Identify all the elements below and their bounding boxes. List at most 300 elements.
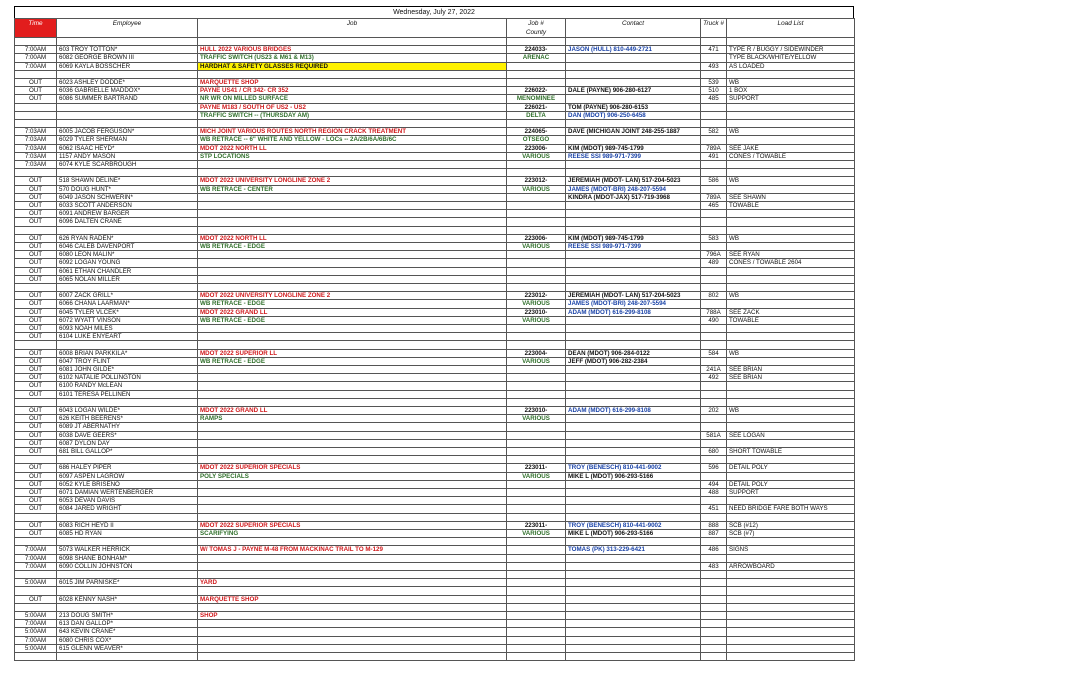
cell-contact: JEFF (MDOT) 906-282-2384: [566, 357, 701, 365]
cell-time: OUT: [15, 177, 57, 185]
cell-employee: 6036 GABRIELLE MADDOX*: [57, 87, 198, 95]
cell-employee: 1157 ANDY MASON: [57, 152, 198, 160]
cell-contact: JASON (HULL) 810-449-2721: [566, 46, 701, 54]
cell-contact: [566, 120, 701, 128]
cell-truck: 586: [701, 177, 727, 185]
cell-employee: 6049 JASON SCHWERIN*: [57, 193, 198, 201]
cell-job-number: [507, 284, 566, 292]
cell-contact: [566, 316, 701, 324]
cell-contact: REESE SSI 989-971-7399: [566, 243, 701, 251]
cell-load-list: [727, 325, 855, 333]
cell-load-list: [727, 333, 855, 341]
cell-time: OUT: [15, 78, 57, 86]
cell-contact: [566, 54, 701, 62]
cell-time: [15, 70, 57, 78]
cell-job-number: [507, 398, 566, 406]
cell-contact: [566, 456, 701, 464]
cell-job-number: [507, 644, 566, 652]
cell-contact: JAMES (MDOT-BRI) 248-207-5594: [566, 300, 701, 308]
cell-job-number: [507, 259, 566, 267]
cell-employee: 6081 JOHN GILDE*: [57, 366, 198, 374]
cell-contact: MIKE L (MDOT) 906-293-5166: [566, 472, 701, 480]
cell-truck: [701, 38, 727, 46]
cell-load-list: SEE SHAWN: [727, 193, 855, 201]
cell-job: TRAFFIC SWITCH -- (THURSDAY AM): [198, 111, 507, 119]
cell-employee: 6089 JT ABERNATHY: [57, 423, 198, 431]
cell-job-number: [507, 423, 566, 431]
cell-load-list: SUPPORT: [727, 489, 855, 497]
cell-job-number: [507, 390, 566, 398]
cell-load-list: SEE RYAN: [727, 251, 855, 259]
cell-time: OUT: [15, 472, 57, 480]
cell-truck: [701, 579, 727, 587]
cell-employee: 6008 BRIAN PARKKILA*: [57, 349, 198, 357]
cell-job: [198, 275, 507, 283]
table-row: [15, 644, 855, 652]
cell-truck: [701, 169, 727, 177]
cell-load-list: CONES / TOWABLE: [727, 152, 855, 160]
cell-truck: 493: [701, 62, 727, 70]
cell-time: OUT: [15, 243, 57, 251]
header-county-label: County: [525, 29, 547, 36]
cell-truck: 510: [701, 87, 727, 95]
cell-truck: [701, 603, 727, 611]
schedule-table: [14, 18, 855, 661]
cell-time: [15, 111, 57, 119]
cell-contact: TOMAS (PK) 313-229-6421: [566, 546, 701, 554]
cell-truck: 492: [701, 374, 727, 382]
cell-employee: [57, 70, 198, 78]
cell-truck: [701, 210, 727, 218]
cell-load-list: DETAIL POLY: [727, 464, 855, 472]
cell-time: 5:00AM: [15, 612, 57, 620]
cell-job: [198, 390, 507, 398]
cell-contact: [566, 366, 701, 374]
cell-job-number: 223010-: [507, 308, 566, 316]
cell-load-list: [727, 103, 855, 111]
cell-load-list: SIGNS: [727, 546, 855, 554]
cell-employee: 6047 TROY FLINT: [57, 357, 198, 365]
cell-job-number: MENOMINEE: [507, 95, 566, 103]
cell-contact: [566, 390, 701, 398]
cell-time: OUT: [15, 300, 57, 308]
cell-load-list: [727, 513, 855, 521]
cell-load-list: [727, 136, 855, 144]
table-row: [15, 439, 855, 447]
cell-time: OUT: [15, 193, 57, 201]
cell-job: MDOT 2022 GRAND LL: [198, 407, 507, 415]
cell-job-number: 223004-: [507, 349, 566, 357]
cell-contact: [566, 275, 701, 283]
cell-truck: [701, 472, 727, 480]
cell-job: W/ TOMAS J - PAYNE M-48 FROM MACKINAC TRAIL TO M-129: [198, 546, 507, 554]
cell-employee: [57, 587, 198, 595]
cell-employee: 6061 ETHAN CHANDLER: [57, 267, 198, 275]
cell-job: MDOT 2022 SUPERIOR SPECIALS: [198, 521, 507, 529]
cell-time: OUT: [15, 210, 57, 218]
cell-employee: 6084 JARED WRIGHT: [57, 505, 198, 513]
table-row: [15, 480, 855, 488]
cell-load-list: SCB (#7): [727, 530, 855, 538]
cell-time: OUT: [15, 382, 57, 390]
cell-job-number: [507, 653, 566, 661]
table-row: [15, 497, 855, 505]
cell-time: OUT: [15, 267, 57, 275]
table-row: [15, 357, 855, 365]
cell-load-list: [727, 628, 855, 636]
table-row: [15, 423, 855, 431]
table-row: [15, 62, 855, 70]
cell-job: [198, 423, 507, 431]
table-row: [15, 620, 855, 628]
cell-load-list: [727, 472, 855, 480]
cell-employee: 6043 LOGAN WILDE*: [57, 407, 198, 415]
cell-employee: 6080 LEON MALIN*: [57, 251, 198, 259]
cell-job: MDOT 2022 NORTH LL: [198, 234, 507, 242]
cell-job-number: [507, 480, 566, 488]
cell-time: OUT: [15, 464, 57, 472]
cell-time: [15, 653, 57, 661]
cell-truck: [701, 497, 727, 505]
cell-time: OUT: [15, 308, 57, 316]
cell-time: OUT: [15, 218, 57, 226]
table-row: [15, 103, 855, 111]
cell-load-list: DETAIL POLY: [727, 480, 855, 488]
cell-employee: 613 DAN GALLOP*: [57, 620, 198, 628]
cell-truck: [701, 70, 727, 78]
cell-truck: [701, 587, 727, 595]
cell-truck: [701, 226, 727, 234]
cell-truck: [701, 571, 727, 579]
cell-truck: 489: [701, 259, 727, 267]
cell-job-number: [507, 554, 566, 562]
cell-time: OUT: [15, 316, 57, 324]
cell-truck: 583: [701, 234, 727, 242]
cell-contact: [566, 628, 701, 636]
table-row: [15, 54, 855, 62]
cell-load-list: [727, 185, 855, 193]
cell-contact: JEREMIAH (MDOT- LAN) 517-204-5023: [566, 292, 701, 300]
cell-contact: [566, 210, 701, 218]
cell-load-list: [727, 243, 855, 251]
cell-job-number: [507, 595, 566, 603]
cell-job: POLY SPECIALS: [198, 472, 507, 480]
cell-employee: [57, 169, 198, 177]
table-row: [15, 333, 855, 341]
cell-employee: [57, 513, 198, 521]
cell-load-list: [727, 120, 855, 128]
cell-load-list: SUPPORT: [727, 95, 855, 103]
cell-employee: 6007 ZACK GRILL*: [57, 292, 198, 300]
cell-contact: [566, 489, 701, 497]
cell-contact: REESE SSI 989-971-7399: [566, 152, 701, 160]
table-row: [15, 152, 855, 160]
cell-truck: 490: [701, 316, 727, 324]
cell-employee: 6045 TYLER VLCEK*: [57, 308, 198, 316]
cell-employee: 6028 KENNY NASH*: [57, 595, 198, 603]
cell-contact: [566, 497, 701, 505]
table-row: [15, 374, 855, 382]
cell-time: OUT: [15, 202, 57, 210]
table-row: [15, 210, 855, 218]
cell-load-list: CONES / TOWABLE 2604: [727, 259, 855, 267]
cell-load-list: NEED BRIDGE FARE BOTH WAYS: [727, 505, 855, 513]
cell-employee: 6083 RICH HEYD II: [57, 521, 198, 529]
table-row: [15, 267, 855, 275]
table-row: [15, 193, 855, 201]
table-row: [15, 234, 855, 242]
cell-time: 7:00AM: [15, 620, 57, 628]
cell-job: MDOT 2022 GRAND LL: [198, 308, 507, 316]
cell-job: SCARIFYING: [198, 530, 507, 538]
cell-employee: 6091 ANDREW BARGER: [57, 210, 198, 218]
cell-job: [198, 653, 507, 661]
cell-job: [198, 489, 507, 497]
cell-job: HULL 2022 VARIOUS BRIDGES: [198, 46, 507, 54]
cell-job-number: 223012-: [507, 292, 566, 300]
cell-employee: 518 SHAWN DELINE*: [57, 177, 198, 185]
cell-time: 7:00AM: [15, 554, 57, 562]
cell-job: [198, 603, 507, 611]
cell-employee: [57, 111, 198, 119]
cell-contact: [566, 325, 701, 333]
cell-time: [15, 226, 57, 234]
cell-job: [198, 571, 507, 579]
cell-job: [198, 513, 507, 521]
cell-time: OUT: [15, 407, 57, 415]
cell-contact: [566, 398, 701, 406]
cell-truck: [701, 136, 727, 144]
cell-job: WB RETRACE -- 6" WHITE AND YELLOW - LOCs -- 2A/2B/6A/6B/6C: [198, 136, 507, 144]
cell-contact: KIM (MDOT) 989-745-1799: [566, 144, 701, 152]
table-row: [15, 226, 855, 234]
cell-contact: [566, 95, 701, 103]
cell-job: [198, 398, 507, 406]
cell-contact: [566, 259, 701, 267]
cell-time: [15, 284, 57, 292]
table-row: [15, 177, 855, 185]
cell-employee: 6029 TYLER SHERMAN: [57, 136, 198, 144]
cell-time: 7:03AM: [15, 136, 57, 144]
cell-load-list: [727, 161, 855, 169]
table-row: [15, 95, 855, 103]
cell-job-number: [507, 513, 566, 521]
cell-job-number: VARIOUS: [507, 243, 566, 251]
cell-job: [198, 226, 507, 234]
cell-job-number: [507, 275, 566, 283]
cell-employee: 6053 DEVAN DAVIS: [57, 497, 198, 505]
cell-job: [198, 554, 507, 562]
table-row: [15, 169, 855, 177]
table-row: [15, 243, 855, 251]
cell-job: WB RETRACE - CENTER: [198, 185, 507, 193]
cell-employee: [57, 341, 198, 349]
cell-load-list: [727, 284, 855, 292]
cell-job: [198, 193, 507, 201]
cell-truck: [701, 636, 727, 644]
cell-employee: [57, 226, 198, 234]
table-row: [15, 341, 855, 349]
cell-job-number: 224065-: [507, 128, 566, 136]
cell-truck: 888: [701, 521, 727, 529]
cell-contact: [566, 505, 701, 513]
cell-job: WB RETRACE - EDGE: [198, 357, 507, 365]
cell-time: OUT: [15, 480, 57, 488]
header-truck: Truck #: [701, 19, 727, 38]
cell-employee: 6072 WYATT VINSON: [57, 316, 198, 324]
cell-job-number: 223006-: [507, 234, 566, 242]
cell-truck: [701, 218, 727, 226]
cell-job: [198, 628, 507, 636]
cell-contact: JAMES (MDOT-BRI) 248-207-5594: [566, 185, 701, 193]
cell-truck: [701, 439, 727, 447]
table-row: [15, 636, 855, 644]
cell-time: [15, 120, 57, 128]
cell-employee: 6092 LOGAN YOUNG: [57, 259, 198, 267]
cell-contact: TROY (BENESCH) 810-441-9002: [566, 464, 701, 472]
cell-load-list: [727, 603, 855, 611]
table-row: [15, 579, 855, 587]
cell-load-list: [727, 538, 855, 546]
cell-job-number: [507, 628, 566, 636]
cell-employee: [57, 653, 198, 661]
cell-truck: 241A: [701, 366, 727, 374]
table-row: [15, 554, 855, 562]
cell-job: [198, 382, 507, 390]
cell-time: 7:00AM: [15, 546, 57, 554]
cell-truck: 582: [701, 128, 727, 136]
cell-employee: 6101 TERESA PELLINEN: [57, 390, 198, 398]
cell-truck: 802: [701, 292, 727, 300]
cell-job-number: [507, 579, 566, 587]
cell-time: 7:00AM: [15, 636, 57, 644]
cell-job: STP LOCATIONS: [198, 152, 507, 160]
cell-truck: [701, 185, 727, 193]
cell-employee: 626 KEITH BEERENS*: [57, 415, 198, 423]
table-row: [15, 628, 855, 636]
cell-load-list: [727, 653, 855, 661]
cell-contact: [566, 382, 701, 390]
cell-job-number: [507, 612, 566, 620]
table-row: [15, 538, 855, 546]
cell-job-number: [507, 70, 566, 78]
cell-job: MDOT 2022 NORTH LL: [198, 144, 507, 152]
cell-contact: [566, 603, 701, 611]
cell-load-list: [727, 267, 855, 275]
cell-time: OUT: [15, 259, 57, 267]
cell-load-list: [727, 620, 855, 628]
cell-job-number: [507, 587, 566, 595]
cell-truck: 789A: [701, 193, 727, 201]
cell-time: 7:03AM: [15, 161, 57, 169]
cell-job: [198, 497, 507, 505]
cell-time: OUT: [15, 275, 57, 283]
cell-time: [15, 456, 57, 464]
cell-load-list: [727, 390, 855, 398]
cell-time: OUT: [15, 366, 57, 374]
table-row: [15, 407, 855, 415]
cell-load-list: SEE LOGAN: [727, 431, 855, 439]
cell-job: WB RETRACE - EDGE: [198, 316, 507, 324]
cell-time: OUT: [15, 390, 57, 398]
cell-contact: [566, 38, 701, 46]
table-row: [15, 202, 855, 210]
cell-employee: 6096 DALTEN CRANE: [57, 218, 198, 226]
table-row: [15, 259, 855, 267]
cell-load-list: [727, 497, 855, 505]
cell-load-list: WB: [727, 292, 855, 300]
cell-job: [198, 333, 507, 341]
table-row: [15, 136, 855, 144]
table-row: [15, 218, 855, 226]
cell-truck: [701, 111, 727, 119]
cell-truck: [701, 382, 727, 390]
cell-job: [198, 202, 507, 210]
cell-contact: [566, 439, 701, 447]
cell-contact: [566, 374, 701, 382]
cell-job-number: VARIOUS: [507, 300, 566, 308]
cell-load-list: [727, 612, 855, 620]
cell-truck: 486: [701, 546, 727, 554]
cell-job: RAMPS: [198, 415, 507, 423]
table-row: [15, 349, 855, 357]
header-load: Load List: [727, 19, 855, 38]
cell-time: OUT: [15, 448, 57, 456]
cell-time: OUT: [15, 374, 57, 382]
cell-contact: [566, 169, 701, 177]
cell-truck: 596: [701, 464, 727, 472]
cell-truck: [701, 161, 727, 169]
cell-job: [198, 169, 507, 177]
cell-contact: MIKE L (MDOT) 906-293-5166: [566, 530, 701, 538]
cell-employee: 6100 RANDY McLEAN: [57, 382, 198, 390]
cell-contact: [566, 226, 701, 234]
cell-job: PAYNE US41 / CR 342- CR 352: [198, 87, 507, 95]
cell-contact: [566, 653, 701, 661]
cell-job: MARQUETTE SHOP: [198, 595, 507, 603]
cell-truck: 887: [701, 530, 727, 538]
cell-time: [15, 398, 57, 406]
cell-load-list: AS LOADED: [727, 62, 855, 70]
cell-truck: [701, 120, 727, 128]
cell-load-list: TOWABLE: [727, 316, 855, 324]
cell-load-list: [727, 456, 855, 464]
cell-job: [198, 644, 507, 652]
cell-load-list: [727, 357, 855, 365]
cell-time: OUT: [15, 431, 57, 439]
cell-employee: 6033 SCOTT ANDERSON: [57, 202, 198, 210]
table-row: [15, 78, 855, 86]
table-row: [15, 251, 855, 259]
cell-contact: [566, 448, 701, 456]
cell-job: [198, 120, 507, 128]
cell-contact: DEAN (MDOT) 906-284-0122: [566, 349, 701, 357]
cell-truck: [701, 595, 727, 603]
cell-time: OUT: [15, 87, 57, 95]
cell-job-number: [507, 193, 566, 201]
cell-truck: [701, 333, 727, 341]
cell-truck: 488: [701, 489, 727, 497]
cell-job: [198, 538, 507, 546]
cell-employee: 6090 COLLIN JOHNSTON: [57, 562, 198, 570]
table-row: [15, 546, 855, 554]
cell-job-number: [507, 341, 566, 349]
cell-job-number: [507, 210, 566, 218]
cell-employee: 6097 ASPEN LAGROW: [57, 472, 198, 480]
cell-job: [198, 562, 507, 570]
table-row: [15, 70, 855, 78]
cell-truck: 494: [701, 480, 727, 488]
